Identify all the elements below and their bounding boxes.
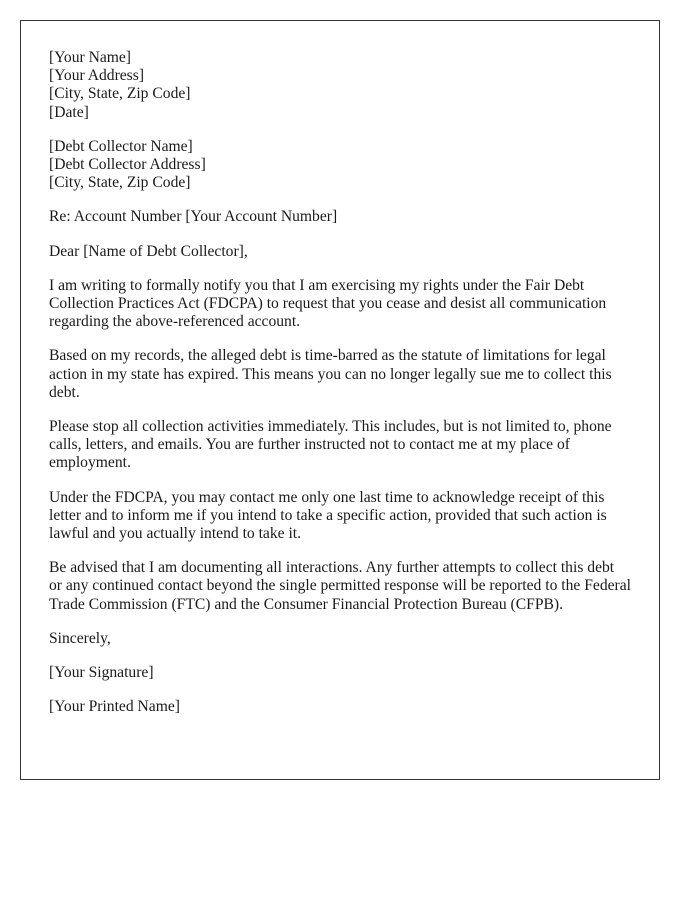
- recipient-city-state-zip: [City, State, Zip Code]: [49, 174, 191, 192]
- sender-address: [Your Address]: [49, 67, 145, 85]
- recipient-name: [Debt Collector Name]: [49, 137, 193, 155]
- body-paragraph-documenting: Be advised that I am documenting all interactions. Any further attempts to collect this debt or any continued contact beyond the single permitted response will be reported to the Federal Trade Commission (FTC) and the Consumer Financial Protection Bureau (CFPB).: [49, 559, 631, 613]
- signature-placeholder: [Your Signature]: [49, 664, 154, 682]
- printed-name-placeholder: [Your Printed Name]: [49, 698, 180, 716]
- valediction: Sincerely,: [49, 629, 111, 647]
- sender-address-block: [49, 49, 631, 122]
- body-paragraph-notice: I am writing to formally notify you that I am exercising my rights under the Fair Debt Collection Practices Act (FDCPA) to request that you cease and desist all communication regarding the above-referenced account.: [49, 276, 607, 331]
- sender-name: [Your Name]: [49, 49, 132, 66]
- recipient-address-block: [49, 138, 631, 193]
- salutation: Dear [Name of Debt Collector],: [49, 242, 248, 260]
- body-paragraph-final-contact: Under the FDCPA, you may contact me only one last time to acknowledge receipt of this letter and to inform me if you intend to take a specific action, provided that such action is lawful and you actually intend to take it.: [49, 488, 607, 543]
- letter-document: [20, 20, 660, 780]
- recipient-address: [Debt Collector Address]: [49, 156, 206, 174]
- body-paragraph-stop-activities: Please stop all collection activities immediately. This includes, but is not limited to, phone calls, letters, and emails. You are further instructed not to contact me at my place of employment.: [49, 418, 612, 472]
- sender-city-state-zip: [City, State, Zip Code]: [49, 85, 191, 103]
- letter-date: [Date]: [49, 103, 89, 121]
- subject-line: Re: Account Number [Your Account Number]: [49, 208, 338, 226]
- body-paragraph-time-barred: Based on my records, the alleged debt is time-barred as the statute of limitations for legal action in my state has expired. This means you can no longer legally sue me to collect this debt.: [49, 347, 612, 401]
